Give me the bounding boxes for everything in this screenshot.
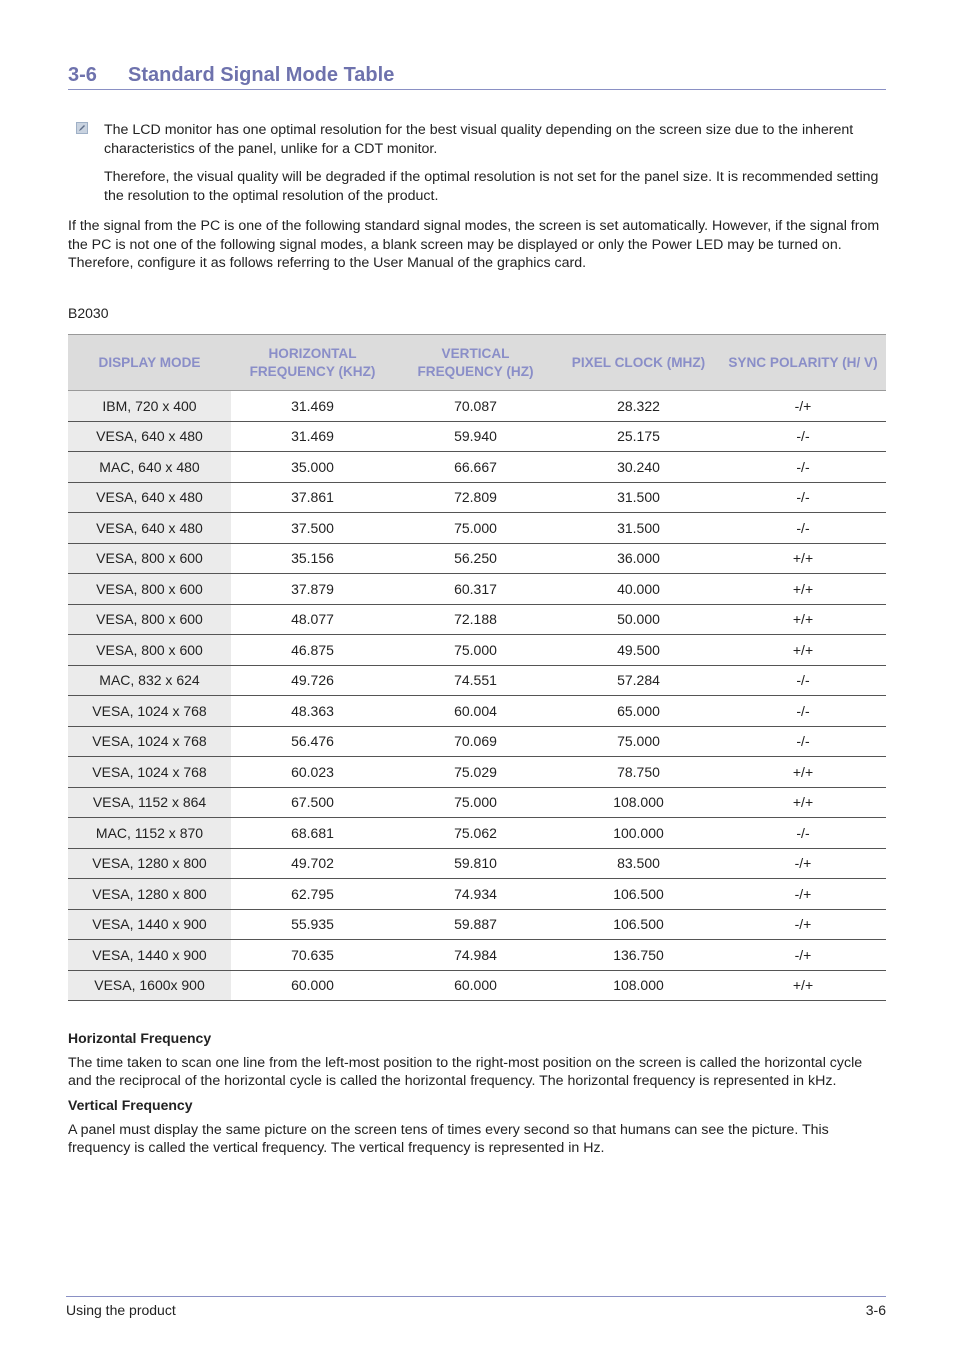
- table-row: [68, 909, 886, 940]
- table-cell: 60.000: [394, 970, 557, 1001]
- table-cell: 59.887: [394, 909, 557, 940]
- table-cell: 62.795: [231, 879, 394, 910]
- page-footer: [66, 1296, 886, 1318]
- table-row: [68, 482, 886, 513]
- table-cell: IBM, 720 x 400: [68, 391, 231, 422]
- table-cell: 108.000: [557, 787, 720, 818]
- table-row: [68, 665, 886, 696]
- table-cell: 36.000: [557, 543, 720, 574]
- table-row: [68, 513, 886, 544]
- table-cell: 37.500: [231, 513, 394, 544]
- table-cell: 56.250: [394, 543, 557, 574]
- table-cell: 72.809: [394, 482, 557, 513]
- table-cell: 70.069: [394, 726, 557, 757]
- table-cell: 31.469: [231, 421, 394, 452]
- table-row: [68, 452, 886, 483]
- table-cell: MAC, 640 x 480: [68, 452, 231, 483]
- table-cell: MAC, 832 x 624: [68, 665, 231, 696]
- table-cell: 35.156: [231, 543, 394, 574]
- signal-mode-table: [68, 334, 886, 1001]
- table-cell: 60.000: [231, 970, 394, 1001]
- table-cell: 74.984: [394, 940, 557, 971]
- table-cell: 59.810: [394, 848, 557, 879]
- table-cell: 55.935: [231, 909, 394, 940]
- table-cell: 30.240: [557, 452, 720, 483]
- table-row: [68, 879, 886, 910]
- table-cell: 72.188: [394, 604, 557, 635]
- table-cell: VESA, 1152 x 864: [68, 787, 231, 818]
- definition-term-vertical: Vertical Frequency: [68, 1097, 193, 1113]
- definition-term-horizontal: Horizontal Frequency: [68, 1030, 212, 1046]
- table-cell: 37.861: [231, 482, 394, 513]
- table-cell: 75.062: [394, 818, 557, 849]
- table-cell: 78.750: [557, 757, 720, 788]
- table-cell: MAC, 1152 x 870: [68, 818, 231, 849]
- table-cell: +/+: [720, 757, 886, 788]
- table-cell: 57.284: [557, 665, 720, 696]
- table-cell: 75.000: [394, 635, 557, 666]
- section-number: 3-6: [68, 64, 97, 86]
- table-cell: 59.940: [394, 421, 557, 452]
- table-cell: 66.667: [394, 452, 557, 483]
- table-cell: VESA, 800 x 600: [68, 574, 231, 605]
- table-cell: -/-: [720, 665, 886, 696]
- section-title: Standard Signal Mode Table: [128, 64, 395, 86]
- header-pixel-clock: PIXEL CLOCK (MHZ): [557, 335, 720, 391]
- table-row: [68, 787, 886, 818]
- table-cell: 136.750: [557, 940, 720, 971]
- table-cell: VESA, 800 x 600: [68, 635, 231, 666]
- section-heading: [68, 62, 886, 90]
- table-cell: -/+: [720, 909, 886, 940]
- table-row: [68, 848, 886, 879]
- table-cell: 31.500: [557, 482, 720, 513]
- table-cell: 106.500: [557, 909, 720, 940]
- table-cell: 68.681: [231, 818, 394, 849]
- table-cell: VESA, 1280 x 800: [68, 879, 231, 910]
- table-cell: 25.175: [557, 421, 720, 452]
- table-cell: -/-: [720, 482, 886, 513]
- table-cell: 65.000: [557, 696, 720, 727]
- table-cell: 48.077: [231, 604, 394, 635]
- table-row: [68, 574, 886, 605]
- table-row: [68, 818, 886, 849]
- note-paragraph-1: The LCD monitor has one optimal resolution for the best visual quality depending on the screen size due to the inherent characteristics of the panel, unlike for a CDT monitor.: [104, 122, 854, 157]
- table-cell: 67.500: [231, 787, 394, 818]
- table-cell: VESA, 640 x 480: [68, 421, 231, 452]
- table-cell: 75.000: [557, 726, 720, 757]
- table-cell: VESA, 800 x 600: [68, 604, 231, 635]
- header-sync-polarity: SYNC POLARITY (H/ V): [720, 335, 886, 391]
- table-cell: -/+: [720, 940, 886, 971]
- table-cell: 46.875: [231, 635, 394, 666]
- table-cell: 70.635: [231, 940, 394, 971]
- table-cell: VESA, 1024 x 768: [68, 696, 231, 727]
- table-cell: VESA, 1024 x 768: [68, 726, 231, 757]
- table-cell: +/+: [720, 970, 886, 1001]
- table-cell: 75.029: [394, 757, 557, 788]
- table-cell: +/+: [720, 787, 886, 818]
- table-cell: -/-: [720, 452, 886, 483]
- table-row: [68, 970, 886, 1001]
- header-display-mode: DISPLAY MODE: [68, 335, 231, 391]
- table-cell: 49.500: [557, 635, 720, 666]
- table-cell: 37.879: [231, 574, 394, 605]
- table-cell: +/+: [720, 543, 886, 574]
- table-row: [68, 391, 886, 422]
- table-header-row: [68, 335, 886, 391]
- table-cell: 60.004: [394, 696, 557, 727]
- table-cell: 49.726: [231, 665, 394, 696]
- table-cell: VESA, 1280 x 800: [68, 848, 231, 879]
- table-cell: 83.500: [557, 848, 720, 879]
- table-cell: VESA, 640 x 480: [68, 482, 231, 513]
- footer-chapter: Using the product: [66, 1302, 176, 1318]
- table-cell: 31.500: [557, 513, 720, 544]
- table-row: [68, 757, 886, 788]
- header-horizontal-frequency: HORIZONTAL FREQUENCY (KHZ): [231, 335, 394, 391]
- table-cell: -/+: [720, 848, 886, 879]
- table-body: [68, 391, 886, 1001]
- note-box: [76, 121, 886, 215]
- table-cell: 48.363: [231, 696, 394, 727]
- table-cell: VESA, 800 x 600: [68, 543, 231, 574]
- model-label: B2030: [68, 305, 109, 321]
- table-row: [68, 696, 886, 727]
- table-cell: VESA, 1440 x 900: [68, 909, 231, 940]
- table-cell: -/-: [720, 726, 886, 757]
- table-cell: 40.000: [557, 574, 720, 605]
- table-cell: 28.322: [557, 391, 720, 422]
- table-row: [68, 940, 886, 971]
- table-cell: 49.702: [231, 848, 394, 879]
- table-cell: 74.934: [394, 879, 557, 910]
- table-row: [68, 543, 886, 574]
- table-cell: -/+: [720, 391, 886, 422]
- table-cell: VESA, 1440 x 900: [68, 940, 231, 971]
- table-cell: 100.000: [557, 818, 720, 849]
- table-cell: VESA, 640 x 480: [68, 513, 231, 544]
- table-row: [68, 635, 886, 666]
- table-cell: -/-: [720, 513, 886, 544]
- table-cell: +/+: [720, 604, 886, 635]
- intro-paragraph: If the signal from the PC is one of the following standard signal modes, the screen is set automatically. However, if the signal from the PC is not one of the following signal modes, a blank screen may be displayed or only the Power LED may be turned on. Therefore, configure it as follows referring to the User Manual of the graphics card.: [68, 218, 880, 271]
- note-pencil-icon: [76, 122, 88, 134]
- table-cell: +/+: [720, 574, 886, 605]
- table-cell: +/+: [720, 635, 886, 666]
- header-vertical-frequency: VERTICAL FREQUENCY (HZ): [394, 335, 557, 391]
- table-cell: VESA, 1024 x 768: [68, 757, 231, 788]
- table-cell: 108.000: [557, 970, 720, 1001]
- footer-page-number: 3-6: [865, 1302, 886, 1318]
- table-cell: 56.476: [231, 726, 394, 757]
- definition-text-vertical: A panel must display the same picture on the screen tens of times every second so that humans can see the picture. This frequency is called the vertical frequency. The vertical frequency is represented in Hz.: [68, 1122, 829, 1156]
- table-cell: 35.000: [231, 452, 394, 483]
- table-cell: -/+: [720, 879, 886, 910]
- table-row: [68, 726, 886, 757]
- note-paragraph-2: Therefore, the visual quality will be degraded if the optimal resolution is not set for the panel size. It is recommended setting the resolution to the optimal resolution of the product.: [104, 169, 879, 204]
- table-cell: VESA, 1600x 900: [68, 970, 231, 1001]
- table-cell: -/-: [720, 818, 886, 849]
- table-cell: -/-: [720, 696, 886, 727]
- table-cell: 74.551: [394, 665, 557, 696]
- table-row: [68, 421, 886, 452]
- definition-text-horizontal: The time taken to scan one line from the left-most position to the right-most position on the screen is called the horizontal cycle and the reciprocal of the horizontal cycle is called the horizontal frequency. The horizontal frequency is represented in kHz.: [68, 1055, 863, 1089]
- definitions: [68, 1030, 888, 1164]
- table-cell: 75.000: [394, 787, 557, 818]
- table-cell: 60.023: [231, 757, 394, 788]
- table-cell: 50.000: [557, 604, 720, 635]
- table-cell: 70.087: [394, 391, 557, 422]
- table-cell: 75.000: [394, 513, 557, 544]
- table-cell: -/-: [720, 421, 886, 452]
- table-row: [68, 604, 886, 635]
- table-cell: 31.469: [231, 391, 394, 422]
- table-cell: 60.317: [394, 574, 557, 605]
- table-cell: 106.500: [557, 879, 720, 910]
